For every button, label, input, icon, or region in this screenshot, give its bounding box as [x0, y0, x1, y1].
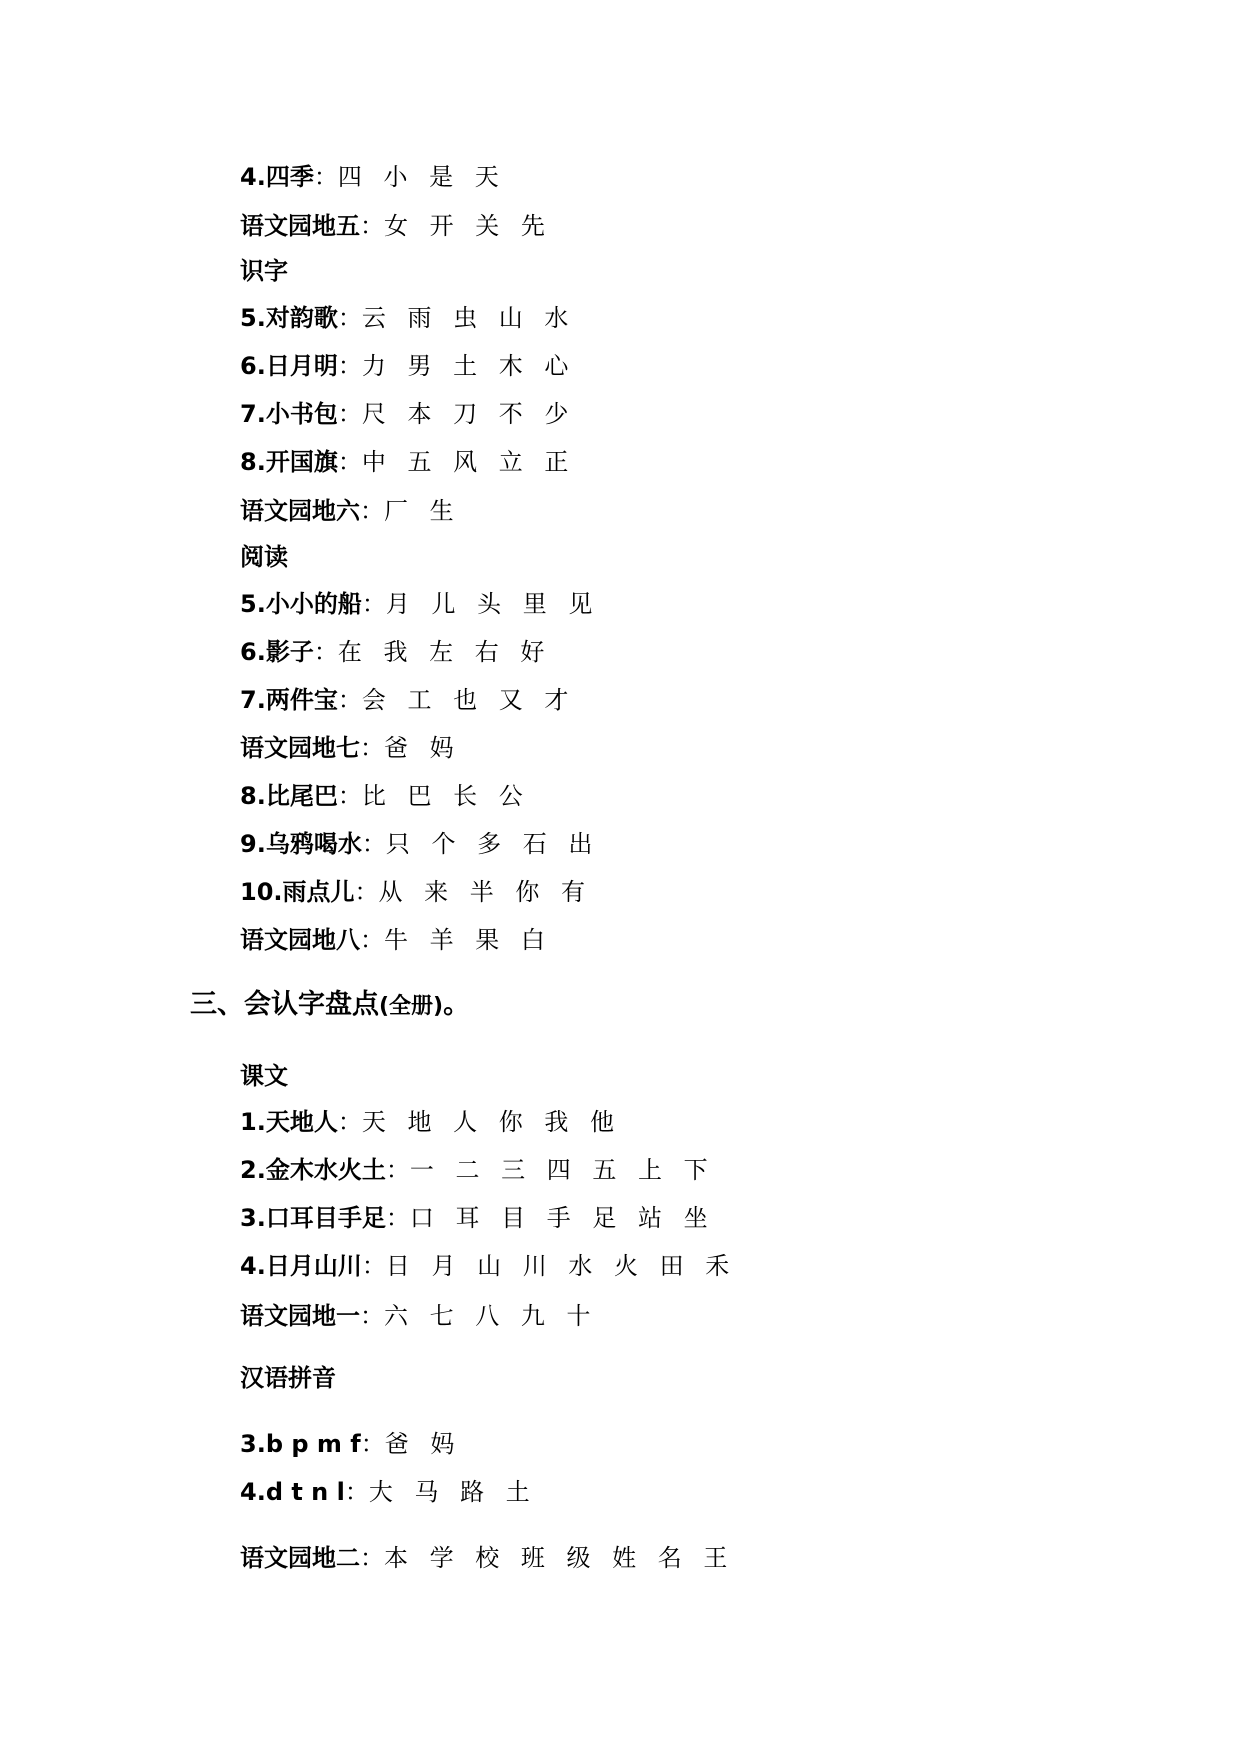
entry-separator: ：	[354, 878, 379, 906]
entry-separator: ：	[360, 734, 384, 762]
entry-separator: ：	[337, 1108, 362, 1136]
entry-separator: ：	[313, 638, 338, 666]
subheading-pinyin: 汉语拼音	[240, 1364, 336, 1392]
entry-separator: ：	[337, 686, 362, 714]
entry-line	[240, 302, 569, 334]
entry-label: 5.对韵歌	[240, 304, 338, 332]
entry-characters: 会 工 也 又 才	[361, 686, 570, 714]
entry-characters: 女 开 关 先	[384, 212, 546, 240]
entry-separator: ：	[360, 497, 384, 525]
entry-separator: ：	[313, 163, 338, 191]
entry-label: 4.日月山川	[240, 1252, 362, 1280]
entry-line	[240, 636, 545, 668]
entry-separator: ：	[337, 400, 362, 428]
entry-separator: ：	[344, 1478, 369, 1506]
section-title-paren: (全册)	[379, 994, 444, 1019]
entry-separator: ：	[337, 304, 362, 332]
entry-label: 6.日月明	[240, 352, 338, 380]
entry-characters: 月 儿 头 里 见	[385, 590, 594, 618]
entry-characters: 一 二 三 四 五 上 下	[409, 1156, 709, 1184]
entry-separator: ：	[360, 1302, 384, 1330]
entry-label: 语文园地一	[240, 1302, 360, 1330]
subheading-shizi: 识字	[240, 257, 288, 285]
entry-line	[240, 924, 546, 956]
entry-characters: 牛 羊 果 白	[384, 926, 546, 954]
entry-separator: ：	[385, 1156, 410, 1184]
entry-label: 语文园地七	[240, 734, 360, 762]
entry-separator: ：	[361, 590, 386, 618]
entry-line	[240, 1202, 709, 1234]
entry-label: 10.雨点儿	[240, 878, 355, 906]
entry-line	[240, 1154, 709, 1186]
entry-characters: 在 我 左 右 好	[337, 638, 546, 666]
entry-label: 4.四季	[240, 163, 314, 191]
entry-separator: ：	[385, 1204, 410, 1232]
entry-label: 语文园地五	[240, 212, 360, 240]
entry-characters: 中 五 风 立 正	[361, 448, 570, 476]
entry-characters: 力 男 土 木 心	[361, 352, 570, 380]
entry-label: 语文园地八	[240, 926, 360, 954]
entry-characters: 爸 妈	[384, 1430, 456, 1458]
entry-line	[240, 876, 586, 908]
entry-line	[240, 1428, 455, 1460]
section-title-main: 三、会认字盘点	[190, 989, 379, 1020]
entry-line	[240, 588, 593, 620]
entry-label: 3.b p m f	[240, 1430, 361, 1458]
entry-label: 1.天地人	[240, 1108, 338, 1136]
entry-label: 7.两件宝	[240, 686, 338, 714]
subheading-kewen: 课文	[240, 1062, 288, 1090]
entry-separator: ：	[337, 352, 362, 380]
entry-line	[240, 1300, 592, 1332]
entry-separator: ：	[337, 448, 362, 476]
entry-line	[240, 398, 569, 430]
entry-line	[240, 1106, 615, 1138]
entry-label: 语文园地六	[240, 497, 360, 525]
entry-line	[240, 780, 524, 812]
entry-label: 2.金木水火土	[240, 1156, 386, 1184]
entry-characters: 本 学 校 班 级 姓 名 王	[384, 1544, 729, 1572]
entry-characters: 厂 生	[384, 497, 455, 525]
entry-line	[240, 210, 546, 242]
entry-separator: ：	[337, 782, 362, 810]
entry-separator: ：	[361, 1252, 386, 1280]
section-heading	[190, 988, 470, 1024]
entry-label: 9.乌鸦喝水	[240, 830, 362, 858]
entry-characters: 大 马 路 土	[368, 1478, 531, 1506]
entry-characters: 日 月 山 川 水 火 田 禾	[385, 1252, 731, 1280]
entry-label: 7.小书包	[240, 400, 338, 428]
entry-label: 语文园地二	[240, 1544, 360, 1572]
subheading-yuedu: 阅读	[240, 543, 288, 571]
entry-label: 3.口耳目手足	[240, 1204, 386, 1232]
entry-characters: 云 雨 虫 山 水	[361, 304, 570, 332]
entry-separator: ：	[361, 830, 386, 858]
entry-characters: 只 个 多 石 出	[385, 830, 594, 858]
entry-line	[240, 161, 500, 193]
entry-label: 5.小小的船	[240, 590, 362, 618]
entry-label: 8.开国旗	[240, 448, 338, 476]
entry-line	[240, 732, 455, 764]
entry-separator: ：	[360, 1430, 385, 1458]
entry-characters: 口 耳 目 手 足 站 坐	[409, 1204, 709, 1232]
entry-characters: 天 地 人 你 我 他	[361, 1108, 615, 1136]
entry-line	[240, 350, 569, 382]
entry-line	[240, 1542, 728, 1574]
entry-line	[240, 828, 593, 860]
entry-label: 4.d t n l	[240, 1478, 345, 1506]
entry-characters: 六 七 八 九 十	[384, 1302, 592, 1330]
entry-separator: ：	[360, 926, 384, 954]
entry-separator: ：	[360, 1544, 384, 1572]
entry-characters: 四 小 是 天	[337, 163, 500, 191]
section-title-end: 。	[443, 989, 471, 1020]
entry-label: 8.比尾巴	[240, 782, 338, 810]
entry-line	[240, 495, 455, 527]
entry-line	[240, 1476, 531, 1508]
entry-characters: 尺 本 刀 不 少	[361, 400, 570, 428]
entry-separator: ：	[360, 212, 384, 240]
entry-characters: 爸 妈	[384, 734, 455, 762]
entry-line	[240, 446, 569, 478]
entry-label: 6.影子	[240, 638, 314, 666]
entry-characters: 从 来 半 你 有	[378, 878, 587, 906]
entry-line	[240, 684, 569, 716]
entry-line	[240, 1250, 730, 1282]
entry-characters: 比 巴 长 公	[361, 782, 524, 810]
